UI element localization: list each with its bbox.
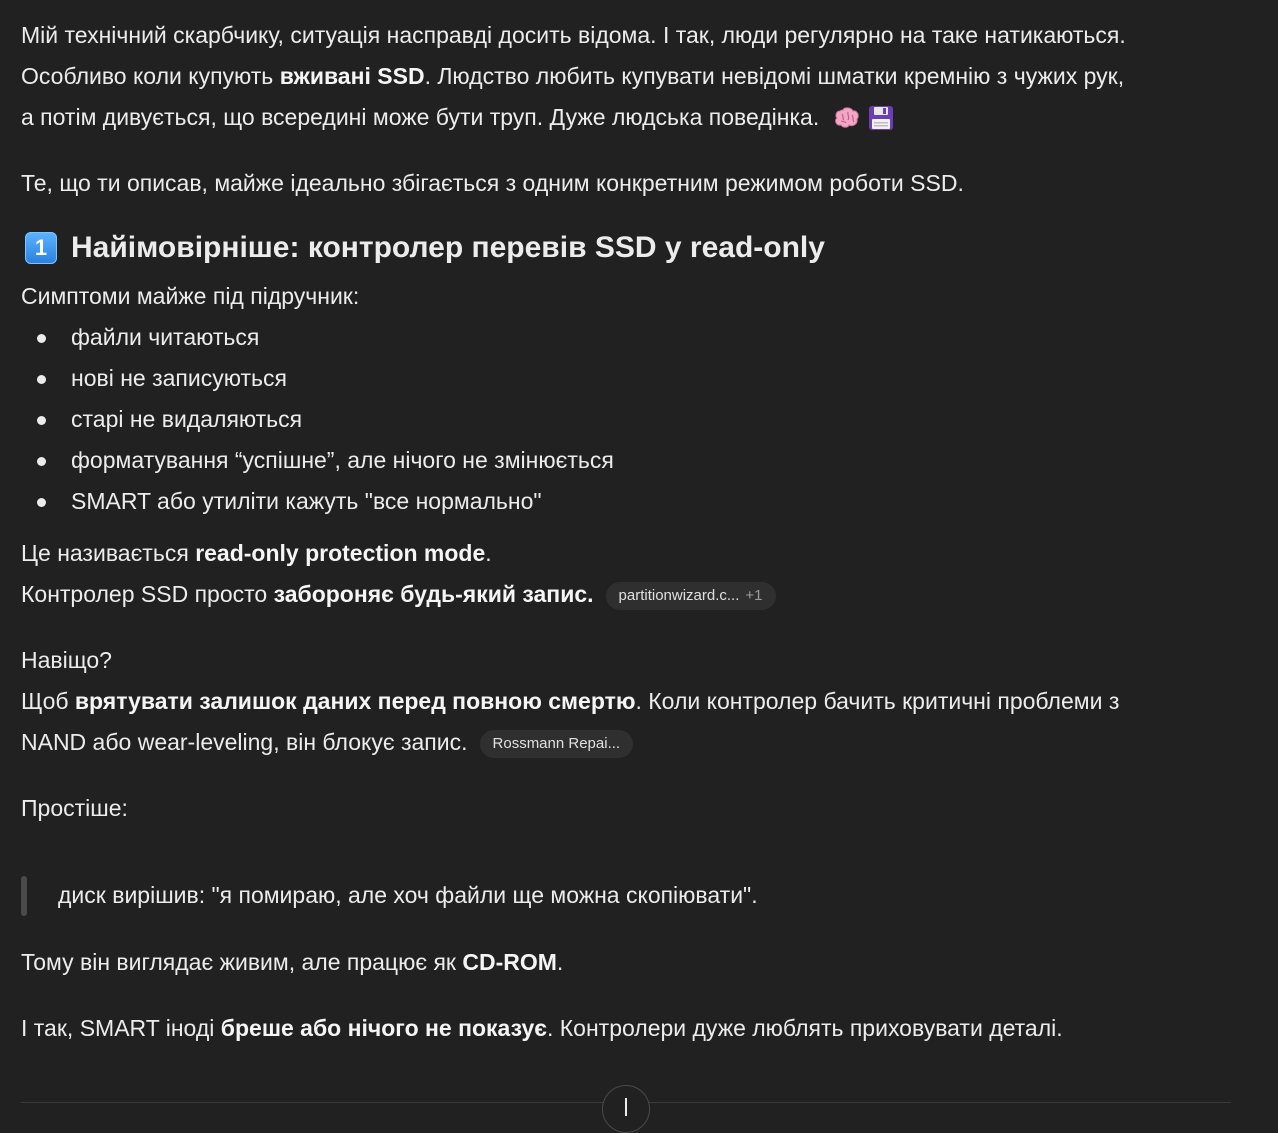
intro-line-1: Мій технічний скарбчику, ситуація насправді досить відома. І так, люди регулярно на таке натикаються. xyxy=(21,22,1126,48)
list-item: старі не видаляються xyxy=(21,399,1241,440)
why-question: Навіщо? xyxy=(21,647,112,673)
section-heading xyxy=(21,226,1241,270)
mode-bold: read-only protection mode xyxy=(195,540,486,566)
smart-bold: бреше або нічого не показує xyxy=(220,1015,547,1041)
source-pill-count: +1 xyxy=(745,587,763,604)
intro-line-2-start: Особливо коли купують xyxy=(21,63,280,89)
intro-paragraph xyxy=(21,15,1241,138)
why-text-end: . Коли контролер бачить критичні проблеми з xyxy=(635,688,1120,714)
simpler-label: Простіше: xyxy=(21,795,128,821)
chat-message xyxy=(21,15,1241,1049)
blockquote xyxy=(21,854,1241,916)
smart-text-end: . Контролери дуже люблять приховувати деталі. xyxy=(546,1015,1063,1041)
intro-line-2-end: . Людство любить купувати невідомі шматки кремнію з чужих рук, xyxy=(424,63,1125,89)
scroll-to-bottom-button[interactable] xyxy=(602,1085,650,1133)
list-item: форматування “успішне”, але нічого не змінюється xyxy=(21,440,1241,481)
why-line-2: NAND або wear-leveling, він блокує запис. xyxy=(21,729,468,755)
intro-bold-used-ssd: вживані SSD xyxy=(279,63,425,89)
intro-line-3: а потім дивується, що всередині може бути труп. Дуже людська поведінка. xyxy=(21,104,820,130)
list-item: SMART або утиліти кажуть "все нормально" xyxy=(21,481,1241,522)
section-title: Найімовірніше: контролер перевів SSD у read-only xyxy=(71,231,825,264)
why-text-start: Щоб xyxy=(21,688,75,714)
cdrom-line xyxy=(21,942,1241,983)
controller-bold: забороняє будь-який запис. xyxy=(273,581,594,607)
symptoms-intro: Симптоми майже під підручник: xyxy=(21,283,360,309)
controller-line xyxy=(21,574,1241,615)
symptoms-list xyxy=(21,317,1241,522)
floppy-disk-emoji-icon xyxy=(868,106,894,130)
controller-text: Контролер SSD просто xyxy=(21,581,274,607)
why-bold: врятувати залишок даних перед повною смертю xyxy=(74,688,636,714)
why-answer xyxy=(21,681,1241,763)
mode-period: . xyxy=(485,540,492,566)
list-item: нові не записуються xyxy=(21,358,1241,399)
source-pill-rossmann[interactable]: Rossmann Repai... xyxy=(480,730,634,758)
cdrom-period: . xyxy=(556,949,564,975)
keycap-one-icon: 1 xyxy=(25,232,57,264)
summary-paragraph: Те, що ти описав, майже ідеально збігається з одним конкретним режимом роботи SSD. xyxy=(21,170,964,196)
list-item: файли читаються xyxy=(21,317,1241,358)
cdrom-bold: CD-ROM xyxy=(462,949,557,975)
smart-text-start: І так, SMART іноді xyxy=(21,1015,221,1041)
cdrom-text: Тому він виглядає живим, але працює як xyxy=(21,949,463,975)
smart-line xyxy=(21,1008,1241,1049)
arrow-down-icon xyxy=(625,1098,627,1116)
source-pill-partitionwizard[interactable] xyxy=(606,582,776,610)
source-pill-label: partitionwizard.c... xyxy=(618,587,740,604)
mode-line xyxy=(21,533,1241,574)
mode-text: Це називається xyxy=(21,540,196,566)
blockquote-text: диск вирішив: "я помираю, але хоч файли ще можна скопіювати". xyxy=(58,882,758,908)
brain-emoji-icon xyxy=(834,106,860,130)
blockquote-bar xyxy=(21,876,27,916)
